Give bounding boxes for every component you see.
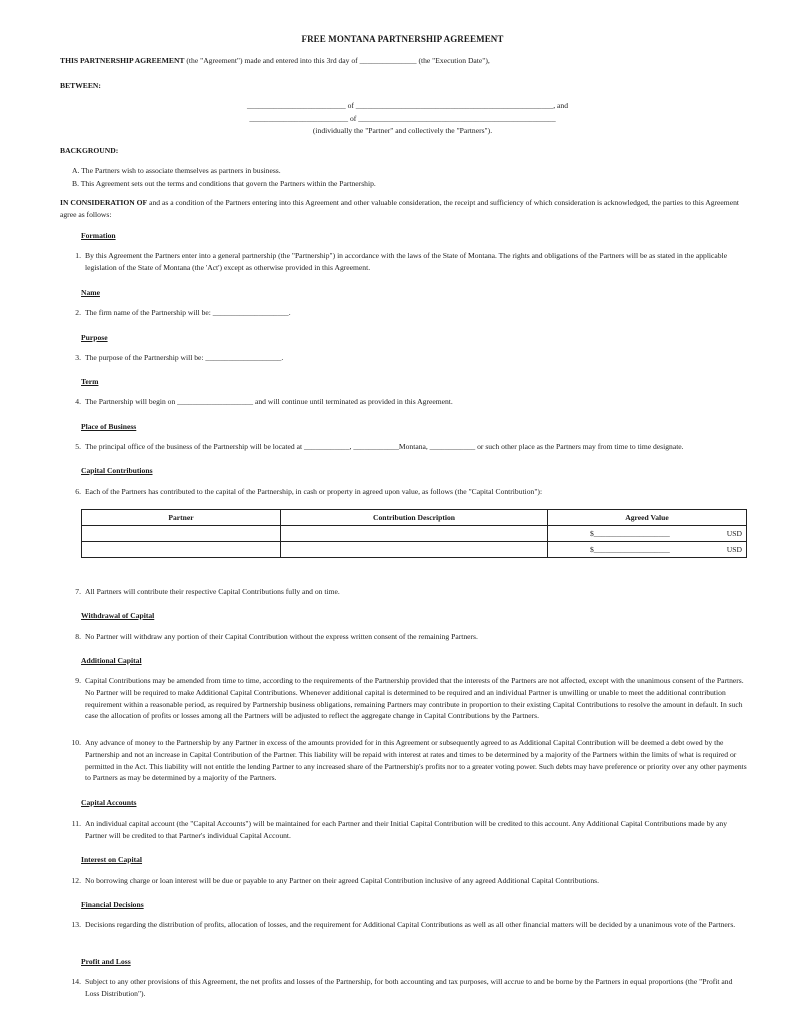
consideration-lead: IN CONSIDERATION OF [60, 198, 148, 207]
clause-number: 6. [75, 487, 81, 496]
table-header-row [82, 510, 747, 526]
partner-cell [82, 526, 281, 542]
clause-8 [68, 631, 748, 643]
clause-number: 10. [71, 738, 81, 747]
clause-14 [68, 976, 748, 1000]
capital-contribution-table [81, 509, 747, 558]
clause-text: Capital Contributions may be amended from time to time, according to the requirements of the Partnership provided that the interests of the Partners are not affected, except with the unanimous consent of the Partners. No Partner will be required to make Additional Capital Contributions. Whenever additional capital is determined to be required and an individual Partner is unwilling or unable to meet the additional contribution requirement within a reasonable period, as required by Partnership business obligations, remaining Partners may contribute in proportion to their existing Capital Contributions to resolve the amount in default. In such case the allocation of profits or losses among all the Partners will be adjusted to reflect the aggregate change in Capital Contributions by the Partners. [85, 676, 744, 721]
clause-number: 7. [75, 587, 81, 596]
intro-paragraph [60, 55, 750, 67]
background-list [72, 165, 752, 190]
agreed-value-cell [548, 526, 747, 542]
heading-term: Term [81, 377, 99, 386]
heading-place-of-business: Place of Business [81, 422, 137, 431]
agreed-value-amount: $____________________ [590, 544, 670, 554]
table-row [82, 526, 747, 542]
party-definition: (individually the "Partner" and collectively the "Partners"). [312, 126, 493, 135]
clause-10 [68, 737, 748, 784]
clause-12 [68, 875, 748, 887]
clause-1 [68, 250, 748, 274]
clause-number: 8. [75, 632, 81, 641]
clause-13 [68, 919, 748, 931]
agreed-value-amount: $____________________ [590, 528, 670, 538]
clause-4 [68, 396, 748, 408]
clause-text: The Partnership will begin on ____________________ and will continue until terminated as provided in this Agreement. [85, 397, 453, 406]
table-row [82, 542, 747, 558]
clause-number: 2. [75, 308, 81, 317]
description-cell [281, 526, 548, 542]
party-line-1: __________________________ of ____________________________________________________, and [246, 101, 569, 110]
background-heading: BACKGROUND: [60, 146, 119, 155]
currency-label: USD [726, 528, 742, 538]
consideration-text: and as a condition of the Partners entering into this Agreement and other valuable consideration, the receipt and sufficiency of which consideration is acknowledged, the parties to this Agreement agree as follows: [60, 198, 739, 219]
heading-name: Name [81, 288, 100, 297]
intro-lead: THIS PARTNERSHIP AGREEMENT [60, 56, 185, 65]
clause-2 [68, 307, 748, 319]
heading-capital-contributions: Capital Contributions [81, 466, 153, 475]
clause-number: 3. [75, 353, 81, 362]
column-header-agreed-value: Agreed Value [548, 510, 747, 526]
clause-9 [68, 675, 748, 722]
clause-text: The firm name of the Partnership will be: ____________________. [85, 308, 291, 317]
clause-7 [68, 586, 748, 598]
clause-text: No borrowing charge or loan interest will be due or payable to any Partner on their agreed Capital Contribution inclusive of any agreed Additional Capital Contributions. [85, 876, 599, 885]
clause-text: No Partner will withdraw any portion of their Capital Contribution without the express written consent of the remaining Partners. [85, 632, 478, 641]
partner-cell [82, 542, 281, 558]
clause-text: The principal office of the business of the Partnership will be located at ____________, ____________Montana, ____________ or such other place as the Partners may from time to time designate. [85, 442, 684, 451]
heading-financial-decisions: Financial Decisions [81, 900, 144, 909]
clause-text: The purpose of the Partnership will be: ____________________. [85, 353, 284, 362]
heading-capital-accounts: Capital Accounts [81, 798, 137, 807]
clause-5 [68, 441, 748, 453]
clause-number: 13. [71, 920, 81, 929]
heading-additional-capital: Additional Capital [81, 656, 142, 665]
clause-text: Subject to any other provisions of this Agreement, the net profits and losses of the Partnership, for both accounting and tax purposes, will accrue to and be borne by the Partners in equal proportions (the "Profit and Loss Distribution"). [85, 977, 733, 998]
currency-label: USD [726, 544, 742, 554]
clause-11 [68, 818, 748, 842]
clause-3 [68, 352, 748, 364]
heading-interest-on-capital: Interest on Capital [81, 855, 143, 864]
heading-purpose: Purpose [81, 333, 108, 342]
consideration-paragraph [60, 197, 750, 221]
clause-number: 14. [71, 977, 81, 986]
between-label: BETWEEN: [60, 81, 101, 90]
clause-text: Any advance of money to the Partnership by any Partner in excess of the amounts provided for in this Agreement or subsequently agreed to as Additional Capital Contribution will be deemed a debt owed by the Partnership and not an increase in Capital Contribution of the Partner. This liability will be repaid with interest at rates and times to be determined by a majority of the Partners within the limits of what is required or permitted in the Act. This liability will not entitle the lending Partner to any increased share of the Partnership's profits nor to a greater voting power. Such debts may have preference or priority over any other payments to Partners as may be determined by a majority of the Partners. [85, 738, 747, 783]
clause-text: By this Agreement the Partners enter into a general partnership (the "Partnership") in accordance with the laws of the State of Montana. The rights and obligations of the Partners will be as stated in the applicable legislation of the State of Montana (the 'Act') except as otherwise provided in this Agreement. [85, 251, 728, 272]
heading-profit-and-loss: Profit and Loss [81, 957, 131, 966]
description-cell [281, 542, 548, 558]
intro-text: (the "Agreement") made and entered into this 3rd day of _______________ (the "Execution Date"), [184, 56, 490, 65]
agreed-value-cell [548, 542, 747, 558]
clause-number: 12. [71, 876, 81, 885]
heading-formation: Formation [81, 231, 116, 240]
clause-text: An individual capital account (the "Capital Accounts") will be maintained for each Partner and their Initial Capital Contribution will be credited to this account. Any Additional Capital Contributions made by any Partner will be credited to that Partner's individual Capital Account. [85, 819, 728, 840]
party-line-2: __________________________ of ____________________________________________________ [249, 114, 556, 123]
clause-text: Each of the Partners has contributed to the capital of the Partnership, in cash or property in agreed upon value, as follows (the "Capital Contribution"): [85, 487, 543, 496]
background-item-a: A. The Partners wish to associate themselves as partners in business. [72, 166, 281, 175]
clause-number: 4. [75, 397, 81, 406]
clause-6 [68, 486, 748, 498]
column-header-description: Contribution Description [281, 510, 548, 526]
background-item-b: B. This Agreement sets out the terms and conditions that govern the Partners within the Partnership. [72, 178, 376, 188]
column-header-partner: Partner [82, 510, 281, 526]
heading-withdrawal-of-capital: Withdrawal of Capital [81, 611, 155, 620]
clause-number: 11. [71, 819, 81, 828]
clause-text: All Partners will contribute their respective Capital Contributions fully and on time. [85, 587, 340, 596]
clause-text: Decisions regarding the distribution of profits, allocation of losses, and the requirement for Additional Capital Contributions as well as all other financial matters will be decided by a unanimous vote of the Partners. [85, 920, 736, 929]
clause-number: 1. [75, 251, 81, 260]
clause-number: 5. [75, 442, 81, 451]
document-title: FREE MONTANA PARTNERSHIP AGREEMENT [301, 34, 504, 44]
clause-number: 9. [75, 676, 81, 685]
